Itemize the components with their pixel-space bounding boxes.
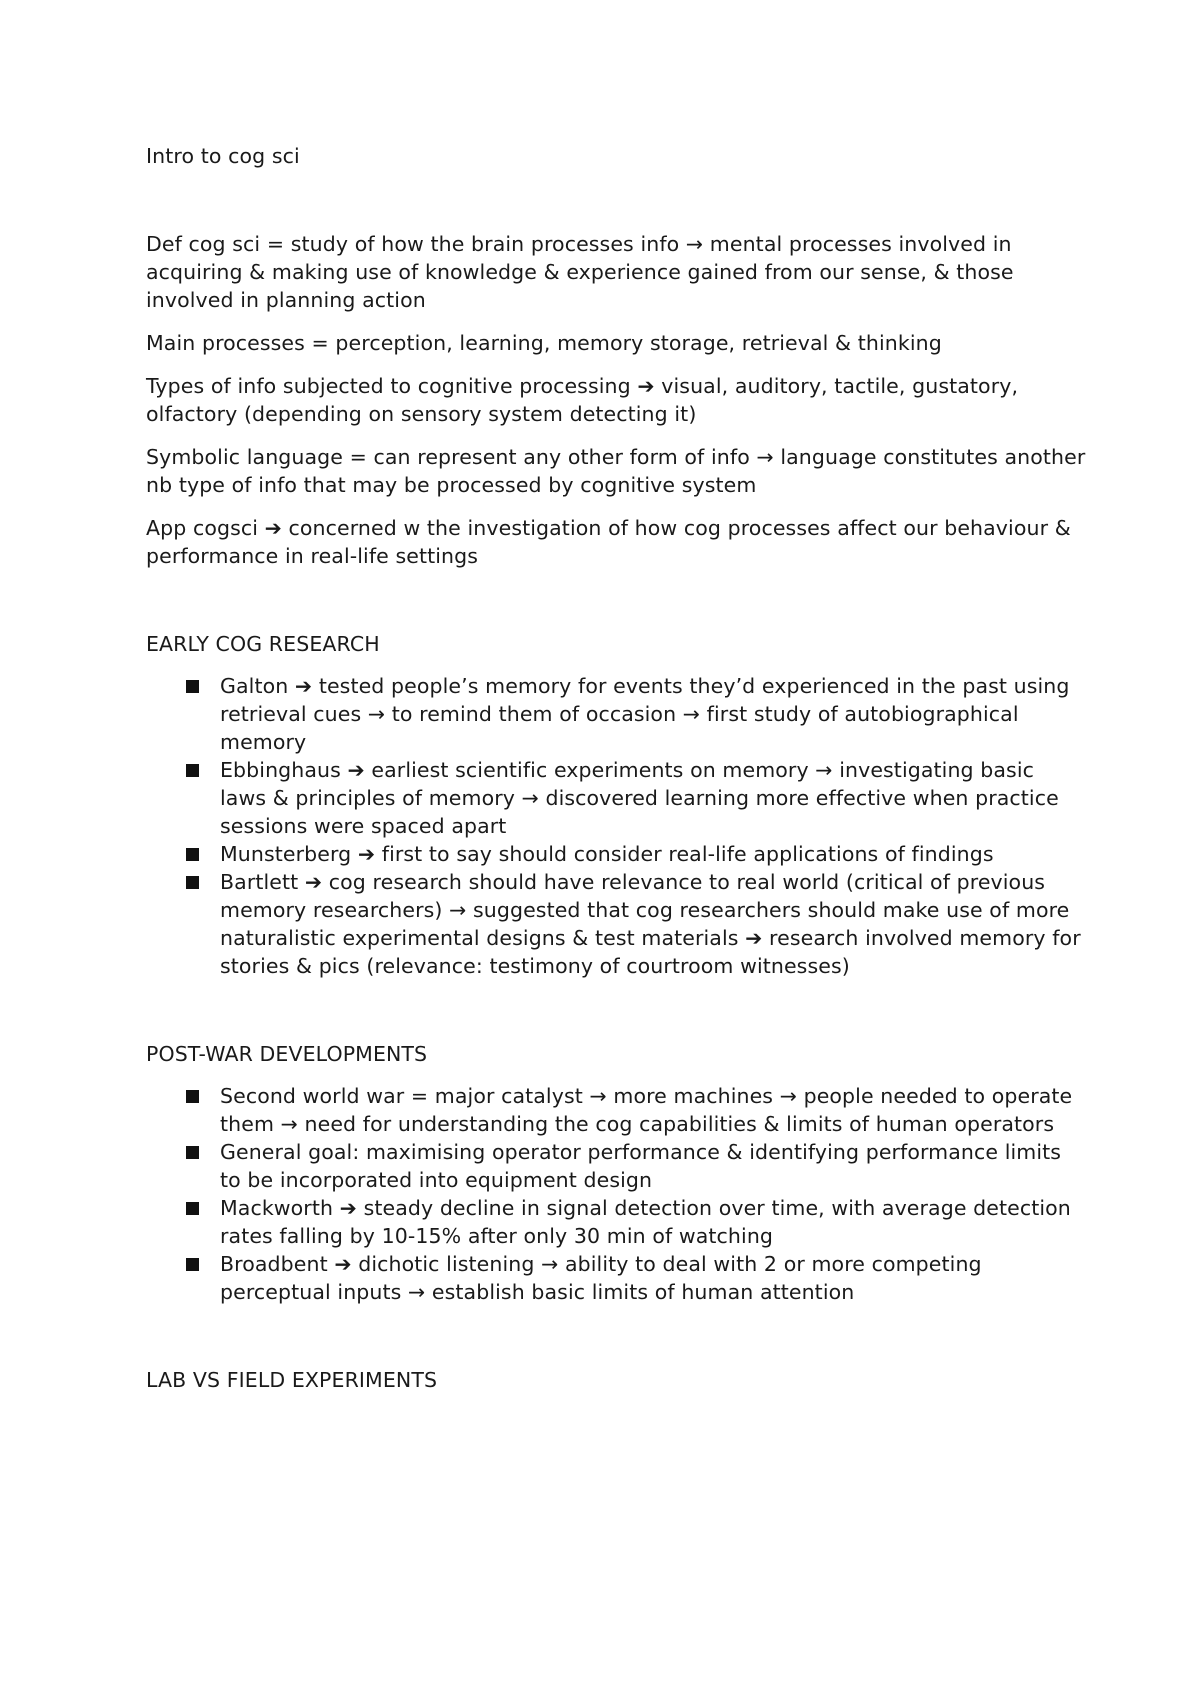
document-title: Intro to cog sci <box>146 144 300 168</box>
section-heading-post-war-developments: POST-WAR DEVELOPMENTS <box>146 1042 428 1066</box>
section-heading-early-cog-research: EARLY COG RESEARCH <box>146 632 380 656</box>
list-item: Munsterberg ➔ first to say should consider real-life applications of findings <box>146 840 1086 868</box>
list-item: Second world war = major catalyst → more machines → people needed to operate them → need for understanding the cog capabilities & limits of human operators <box>146 1082 1086 1138</box>
paragraph-symbolic-language: Symbolic language = can represent any other form of info → language constitutes another nb type of info that may be processed by cognitive system <box>146 445 1086 497</box>
list-item: Bartlett ➔ cog research should have relevance to real world (critical of previous memory researchers) → suggested that cog researchers should make use of more naturalistic experimental designs & test materials ➔ research involved memory for stories & pics (relevance: testimony of courtroom witnesses) <box>146 868 1086 980</box>
document-page <box>146 142 1086 1408</box>
list-item: General goal: maximising operator performance & identifying performance limits to be incorporated into equipment design <box>146 1138 1086 1194</box>
bullet-list-post-war-developments <box>146 1082 1086 1306</box>
paragraph-main-processes: Main processes = perception, learning, memory storage, retrieval & thinking <box>146 331 942 355</box>
paragraph-applied-cogsci: App cogsci ➔ concerned w the investigation of how cog processes affect our behaviour & performance in real-life settings <box>146 516 1071 568</box>
section-heading-lab-vs-field-experiments: LAB VS FIELD EXPERIMENTS <box>146 1368 438 1392</box>
list-item: Ebbinghaus ➔ earliest scientific experiments on memory → investigating basic laws & principles of memory → discovered learning more effective when practice sessions were spaced apart <box>146 756 1086 840</box>
list-item: Mackworth ➔ steady decline in signal detection over time, with average detection rates falling by 10-15% after only 30 min of watching <box>146 1194 1086 1250</box>
paragraph-types-of-info: Types of info subjected to cognitive processing ➔ visual, auditory, tactile, gustatory, olfactory (depending on sensory system detecting it) <box>146 374 1019 426</box>
paragraph-definition: Def cog sci = study of how the brain processes info → mental processes involved in acquiring & making use of knowledge & experience gained from our sense, & those involved in planning action <box>146 232 1014 312</box>
bullet-list-early-cog-research <box>146 672 1086 980</box>
list-item: Broadbent ➔ dichotic listening → ability to deal with 2 or more competing perceptual inputs → establish basic limits of human attention <box>146 1250 1086 1306</box>
list-item: Galton ➔ tested people’s memory for events they’d experienced in the past using retrieval cues → to remind them of occasion → first study of autobiographical memory <box>146 672 1086 756</box>
